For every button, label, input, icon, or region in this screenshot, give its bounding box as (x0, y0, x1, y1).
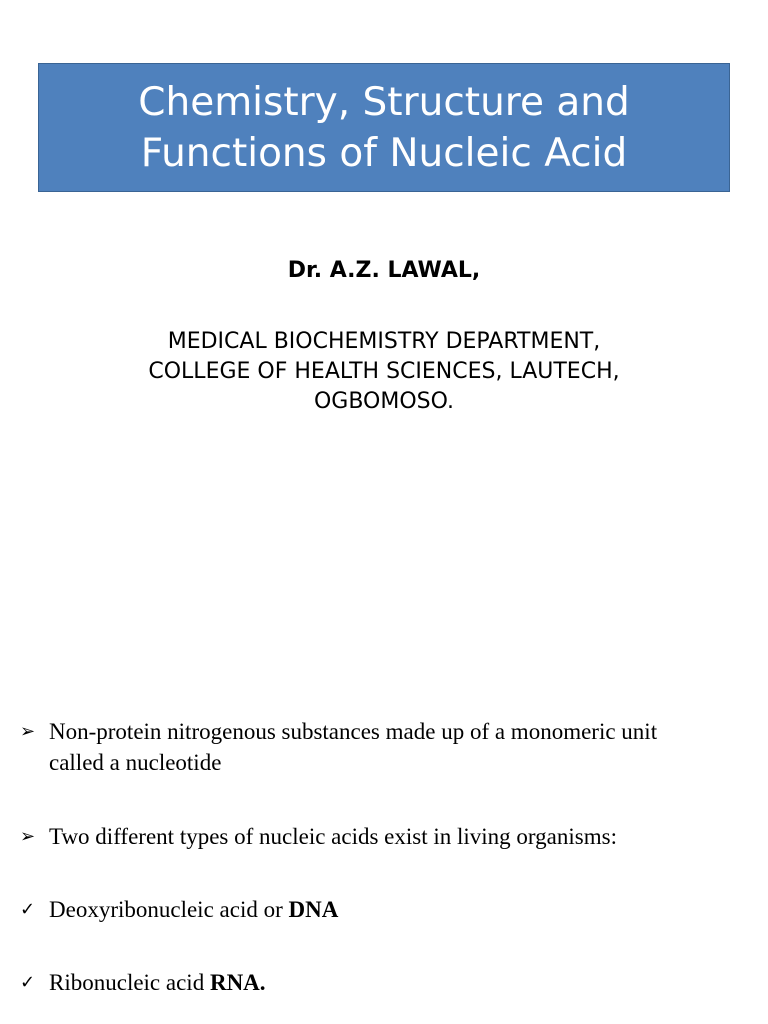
bullet-text-plain: Deoxyribonucleic acid or (49, 897, 289, 922)
bullet-text (49, 894, 761, 925)
checkmark-bullet-icon: ✓ (20, 899, 36, 920)
bullet-text (49, 716, 761, 778)
slide-title-line-1: Chemistry, Structure and (138, 79, 630, 125)
affiliation-block (0, 327, 768, 417)
title-banner (38, 63, 730, 192)
author-name: Dr. A.Z. LAWAL, (287, 258, 481, 283)
bullet-text-bold: RNA. (209, 970, 266, 995)
bullet-text-plain: Ribonucleic acid (49, 970, 210, 995)
affiliation-line-2: COLLEGE OF HEALTH SCIENCES, LAUTECH, (148, 359, 620, 384)
bullet-text-bold: DNA (288, 897, 339, 922)
bullet-text (49, 967, 761, 998)
bullet-text-line-2: called a nucleotide (49, 750, 222, 775)
affiliation-line-3: OGBOMOSO. (313, 389, 455, 414)
affiliation-line-1: MEDICAL BIOCHEMISTRY DEPARTMENT, (167, 329, 601, 354)
arrow-bullet-icon: ➢ (20, 721, 36, 742)
bullet-text-line-1: Non-protein nitrogenous substances made up of a monomeric unit (49, 719, 658, 744)
arrow-bullet-icon: ➢ (20, 826, 36, 847)
checkmark-bullet-icon: ✓ (20, 972, 36, 993)
bullet-text: Two different types of nucleic acids exist in living organisms: (49, 824, 617, 849)
slide-title-line-2: Functions of Nucleic Acid (140, 130, 628, 176)
